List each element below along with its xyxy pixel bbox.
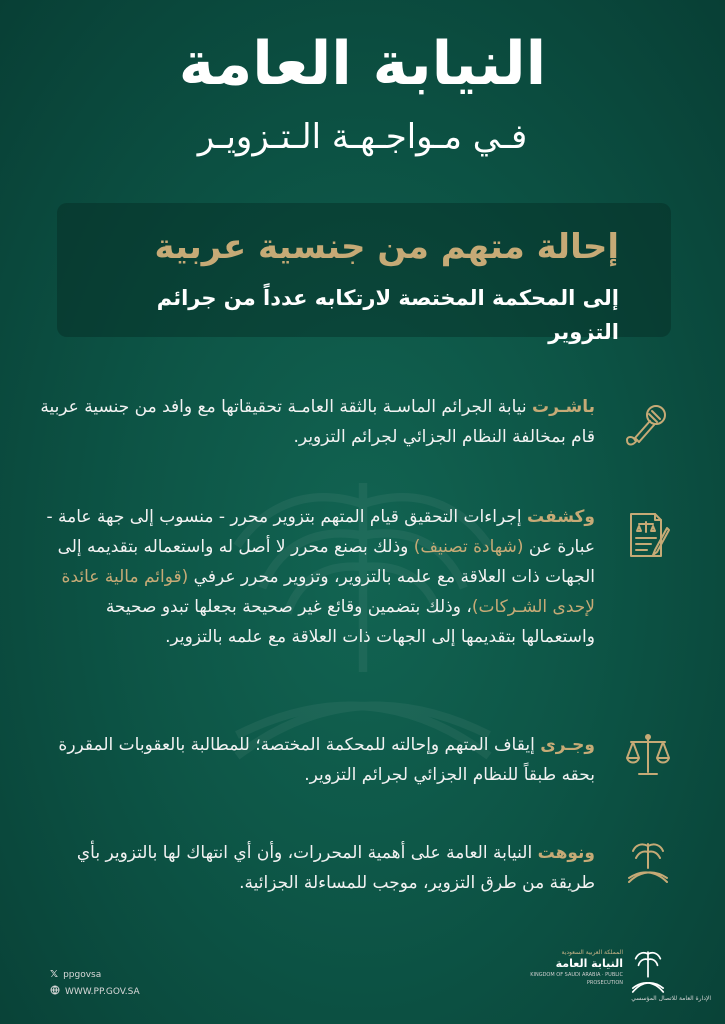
statement-text: ونوهت النيابة العامة على أهمية المحررات، وأن أي انتهاك لها بالتزوير بأي طريقة من طرق التزوير، موجب للمساءلة الجزائية. [76, 843, 595, 893]
page-header [0, 22, 725, 162]
page-title: النيابة العامة [178, 29, 547, 99]
social-handle[interactable]: ppgovsa [63, 969, 102, 980]
statement-text: وجـرى إيقاف المتهم وإحالته للمحكمة المختصة؛ للمطالبة بالعقوبات المقررة بحقه طبقاً للنظام الجزائي لجرائم التزوير. [58, 735, 595, 785]
statement-text: باشـرت نيابة الجرائم الماسـة بالثقة العامـة تحقيقاتها مع وافد من جنسية عربية قام بمخالفة النظام الجزائي لجرائم التزوير. [40, 397, 595, 447]
headline-banner [57, 203, 671, 344]
document-pen-icon [623, 510, 673, 560]
statement-lead: ونوهت [537, 843, 595, 863]
footer-logo [527, 946, 711, 1006]
microphone-icon [623, 400, 673, 450]
palm-swords-icon [623, 838, 673, 888]
emblem-icon [629, 948, 667, 996]
banner-title: إحالة متهم من جنسية عربية [154, 227, 619, 267]
statement-lead: باشـرت [532, 397, 595, 417]
statement-text: وكشفت إجراءات التحقيق قيام المتهم بتزوير محرر - منسوب إلى جهة عامة - عبارة عن (شهادة تصنيف) وذلك بصنع محرر لا أصل له واستعماله بتقديمه إلى الجهات ذات العلاقة مع علمه بالتزوير، وتزوير محرر عرفي (قوائم مالية عائدة لإحدى الشـركات)، وذلك بتضمين وقائع غير صحيحة بجعلها تبدو صحيحة واستعمالها بتقديمها إلى الجهات ذات العلاقة مع علمه بالتزوير. [46, 507, 595, 647]
logo-wordmark: المملكة العربية السعودية النيابة العامة KINGDOM OF SAUDI ARABIA · PUBLIC PROSECUTION [530, 949, 623, 986]
banner-subtitle: إلى المحكمة المختصة لارتكابه عدداً من جرائم التزوير [156, 286, 619, 344]
statement-lead: وجـرى [540, 735, 595, 755]
department-name: الإدارة العامة للاتصال المؤسسي [631, 995, 711, 1002]
highlight-classification-certificate: (شهادة تصنيف) [413, 537, 524, 557]
scales-icon [623, 730, 673, 780]
page-subtitle: فـي مـواجـهـة الـتـزويـر [197, 117, 528, 157]
highlight-financial-statements: (قوائم مالية عائدة لإحدى الشـركات) [61, 567, 595, 617]
globe-icon [50, 985, 60, 998]
x-icon: 𝕏 [50, 969, 59, 980]
statement-lead: وكشفت [527, 507, 595, 527]
website-link[interactable]: WWW.PP.GOV.SA [65, 986, 140, 997]
footer-contact [50, 966, 140, 1000]
